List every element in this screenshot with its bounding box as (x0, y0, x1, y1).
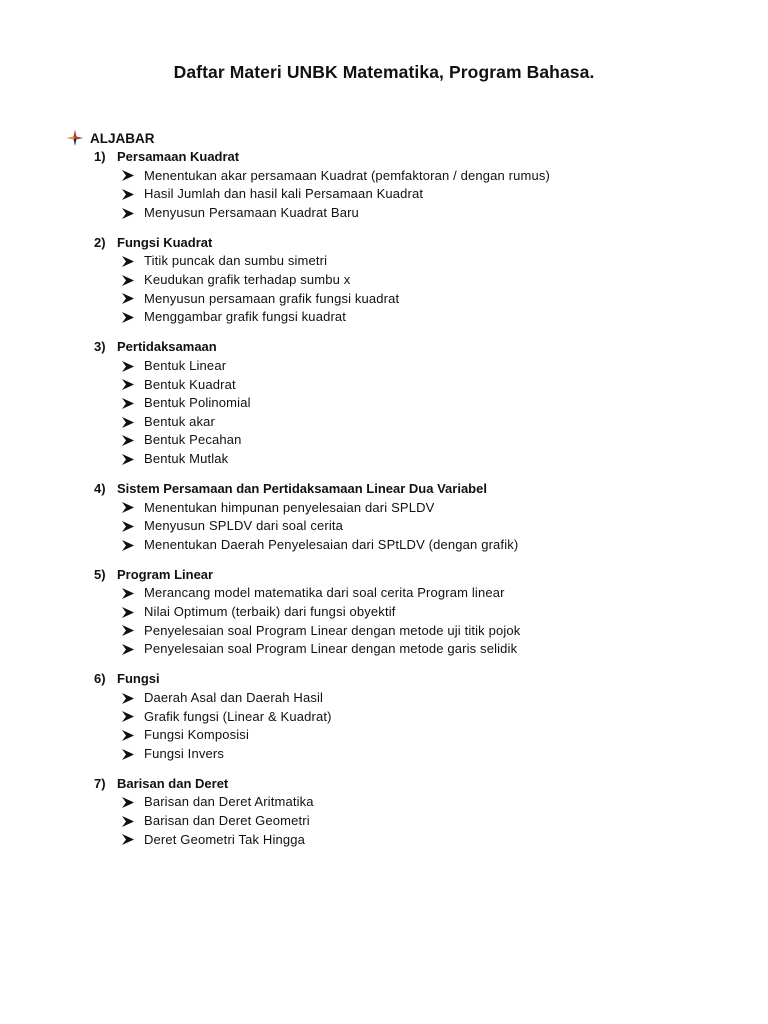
arrowhead-bullet-icon (122, 607, 134, 618)
arrowhead-bullet-icon (122, 749, 134, 760)
topic-item (94, 338, 734, 468)
topic-title: Barisan dan Deret (117, 775, 229, 791)
topic-title: Fungsi Kuadrat (117, 234, 213, 250)
subtopic-list (94, 689, 734, 763)
topic-item (94, 148, 734, 222)
subtopic-text: Menyusun SPLDV dari soal cerita (144, 518, 344, 534)
subtopic-item (122, 536, 734, 555)
arrowhead-bullet-icon (122, 189, 134, 200)
subtopic-item (122, 603, 734, 622)
subtopic-text: Keudukan grafik terhadap sumbu x (144, 272, 351, 288)
subtopic-text: Hasil Jumlah dan hasil kali Persamaan Kuadrat (144, 186, 424, 202)
topic-title: Pertidaksamaan (117, 339, 217, 355)
topic-number: 7) (94, 775, 106, 791)
arrowhead-bullet-icon (122, 275, 134, 286)
topic-item (94, 234, 734, 327)
subtopic-item (122, 252, 734, 271)
subtopic-item (122, 793, 734, 812)
subtopic-item (122, 708, 734, 727)
subtopic-item (122, 357, 734, 376)
topic-number: 2) (94, 234, 106, 250)
arrowhead-bullet-icon (122, 540, 134, 551)
subtopic-list (94, 793, 734, 849)
topic-heading (94, 338, 734, 357)
subtopic-item (122, 376, 734, 395)
topic-heading (94, 566, 734, 585)
subtopic-text: Menentukan akar persamaan Kuadrat (pemfaktoran / dengan rumus) (144, 167, 551, 183)
subtopic-text: Bentuk Kuadrat (144, 376, 236, 392)
subtopic-text: Bentuk Linear (144, 357, 227, 373)
arrowhead-bullet-icon (122, 816, 134, 827)
topic-title: Sistem Persamaan dan Pertidaksamaan Linear Dua Variabel (117, 481, 487, 496)
subtopic-list (94, 499, 734, 555)
subtopic-text: Nilai Optimum (terbaik) dari fungsi obyektif (144, 604, 396, 620)
subtopic-item (122, 726, 734, 745)
subtopic-text: Menyusun persamaan grafik fungsi kuadrat (144, 290, 400, 306)
topic-number: 3) (94, 339, 106, 355)
arrowhead-bullet-icon (122, 797, 134, 808)
arrowhead-bullet-icon (122, 625, 134, 636)
arrowhead-bullet-icon (122, 711, 134, 722)
subtopic-item (122, 394, 734, 413)
section-header-aljabar (66, 128, 155, 148)
subtopic-text: Menentukan Daerah Penyelesaian dari SPtLDV (dengan grafik) (144, 536, 519, 552)
arrowhead-bullet-icon (122, 644, 134, 655)
subtopic-item (122, 517, 734, 536)
topic-heading (94, 480, 734, 499)
arrowhead-bullet-icon (122, 435, 134, 446)
subtopic-item (122, 689, 734, 708)
arrowhead-bullet-icon (122, 693, 134, 704)
topic-number: 5) (94, 566, 106, 582)
subtopic-text: Deret Geometri Tak Hingga (144, 831, 306, 847)
subtopic-item (122, 413, 734, 432)
subtopic-text: Penyelesaian soal Program Linear dengan metode uji titik pojok (144, 622, 521, 638)
subtopic-item (122, 640, 734, 659)
subtopic-list (94, 167, 734, 223)
topic-heading (94, 775, 734, 794)
subtopic-text: Bentuk akar (144, 413, 216, 429)
topic-title: Program Linear (117, 566, 214, 582)
topic-number: 1) (94, 149, 106, 164)
section-label: ALJABAR (90, 130, 155, 146)
subtopic-text: Bentuk Pecahan (144, 432, 242, 448)
arrowhead-bullet-icon (122, 521, 134, 532)
subtopic-text: Fungsi Komposisi (144, 727, 249, 743)
arrowhead-bullet-icon (122, 454, 134, 465)
subtopic-text: Merancang model matematika dari soal cerita Program linear (144, 585, 505, 601)
subtopic-list (94, 252, 734, 326)
subtopic-item (122, 204, 734, 223)
topic-list (94, 148, 734, 861)
arrowhead-bullet-icon (122, 730, 134, 741)
subtopic-item (122, 745, 734, 764)
arrowhead-bullet-icon (122, 379, 134, 390)
subtopic-list (94, 357, 734, 469)
subtopic-text: Fungsi Invers (144, 745, 224, 761)
topic-item (94, 775, 734, 849)
subtopic-item (122, 499, 734, 518)
arrowhead-bullet-icon (122, 502, 134, 513)
subtopic-text: Menentukan himpunan penyelesaian dari SPLDV (144, 499, 435, 515)
topic-title: Fungsi (117, 671, 160, 687)
subtopic-text: Penyelesaian soal Program Linear dengan metode garis selidik (144, 641, 518, 657)
arrowhead-bullet-icon (122, 361, 134, 372)
topic-item (94, 480, 734, 554)
subtopic-text: Grafik fungsi (Linear & Kuadrat) (144, 708, 332, 724)
topic-heading (94, 670, 734, 689)
subtopic-list (94, 584, 734, 658)
arrowhead-bullet-icon (122, 293, 134, 304)
arrowhead-bullet-icon (122, 398, 134, 409)
subtopic-text: Barisan dan Deret Geometri (144, 813, 310, 828)
subtopic-text: Bentuk Mutlak (144, 450, 229, 466)
subtopic-item (122, 167, 734, 186)
subtopic-item (122, 431, 734, 450)
arrowhead-bullet-icon (122, 834, 134, 845)
subtopic-item (122, 271, 734, 290)
topic-number: 4) (94, 481, 106, 496)
arrowhead-bullet-icon (122, 208, 134, 219)
subtopic-item (122, 450, 734, 469)
subtopic-text: Barisan dan Deret Aritmatika (144, 794, 314, 810)
subtopic-item (122, 308, 734, 327)
arrowhead-bullet-icon (122, 312, 134, 323)
topic-item (94, 670, 734, 763)
subtopic-text: Menyusun Persamaan Kuadrat Baru (144, 204, 359, 220)
subtopic-item (122, 185, 734, 204)
topic-title: Persamaan Kuadrat (117, 149, 240, 164)
subtopic-item (122, 622, 734, 641)
topic-item (94, 566, 734, 659)
subtopic-text: Daerah Asal dan Daerah Hasil (144, 689, 324, 705)
subtopic-item (122, 584, 734, 603)
arrowhead-bullet-icon (122, 256, 134, 267)
arrowhead-bullet-icon (122, 417, 134, 428)
document-title: Daftar Materi UNBK Matematika, Program Bahasa. (173, 62, 595, 82)
arrowhead-bullet-icon (122, 170, 134, 181)
topic-number: 6) (94, 671, 106, 687)
arrowhead-bullet-icon (122, 588, 134, 599)
subtopic-item (122, 831, 734, 850)
subtopic-item (122, 290, 734, 309)
subtopic-item (122, 812, 734, 831)
subtopic-text: Titik puncak dan sumbu simetri (144, 253, 328, 269)
subtopic-text: Bentuk Polinomial (144, 395, 251, 411)
subtopic-text: Menggambar grafik fungsi kuadrat (144, 309, 347, 325)
topic-heading (94, 234, 734, 253)
four-point-star-bullet-icon (66, 129, 84, 147)
topic-heading (94, 148, 734, 167)
